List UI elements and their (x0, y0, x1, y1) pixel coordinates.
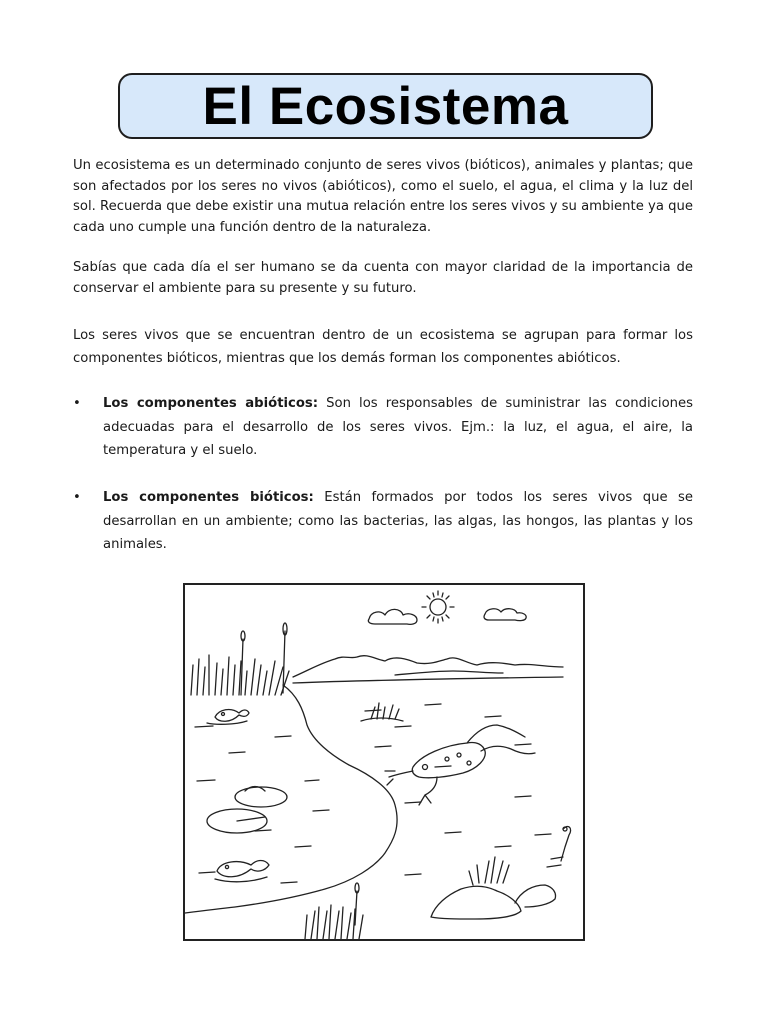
page-title: El Ecosistema (202, 76, 569, 136)
components-paragraph: Los seres vivos que se encuentran dentro de un ecosistema se agrupan para formar los componentes bióticos, mientras que los demás forman los componentes abióticos. (73, 328, 693, 366)
bullet-description: Están formados por todos los seres vivos que se desarrollan en un ambiente; como las bacterias, las algas, las hongos, las plantas y los animales. (103, 490, 693, 552)
bullet-term: Los componentes abióticos: (103, 396, 319, 411)
ecosystem-illustration (183, 583, 585, 941)
sun-icon (422, 591, 454, 623)
fish-icon (215, 861, 269, 882)
title-banner (118, 73, 653, 139)
lily-pad-icon (207, 787, 287, 834)
intro-paragraph: Un ecosistema es un determinado conjunto de seres vivos (bióticos), animales y plantas; que son afectados por los seres no vivos (abióticos), como el suelo, el agua, el clima y la luz del sol. Recuerda que debe existir una mutua relación entre los seres vivos y su ambiente ya que cada uno cumple una función dentro de la naturaleza. (73, 158, 693, 235)
bullet-text (103, 486, 693, 557)
frog-icon (385, 725, 535, 805)
reeds-icon (191, 623, 289, 695)
water-plant-icon (361, 703, 403, 721)
conservation-paragraph: Sabías que cada día el ser humano se da cuenta con mayor claridad de la importancia de conservar el ambiente para su presente y su futuro. (73, 260, 693, 296)
bullet-abioticos (73, 392, 693, 463)
bullet-description: Son los responsables de suministrar las condiciones adecuadas para el desarrollo de los seres vivos. Ejm.: la luz, el agua, el aire, la temperatura y el suelo. (103, 396, 693, 458)
bullet-bioticos (73, 486, 693, 557)
bullet-icon: • (73, 396, 81, 411)
bullet-text (103, 392, 693, 463)
dragonfly-icon (547, 827, 571, 867)
reeds-icon (305, 883, 363, 939)
water-ripples (195, 704, 551, 883)
bullet-term: Los componentes bióticos: (103, 490, 314, 505)
fish-icon (207, 710, 249, 725)
bullet-icon: • (73, 490, 81, 505)
rocks-icon (431, 857, 556, 919)
mountains-icon (293, 656, 563, 683)
